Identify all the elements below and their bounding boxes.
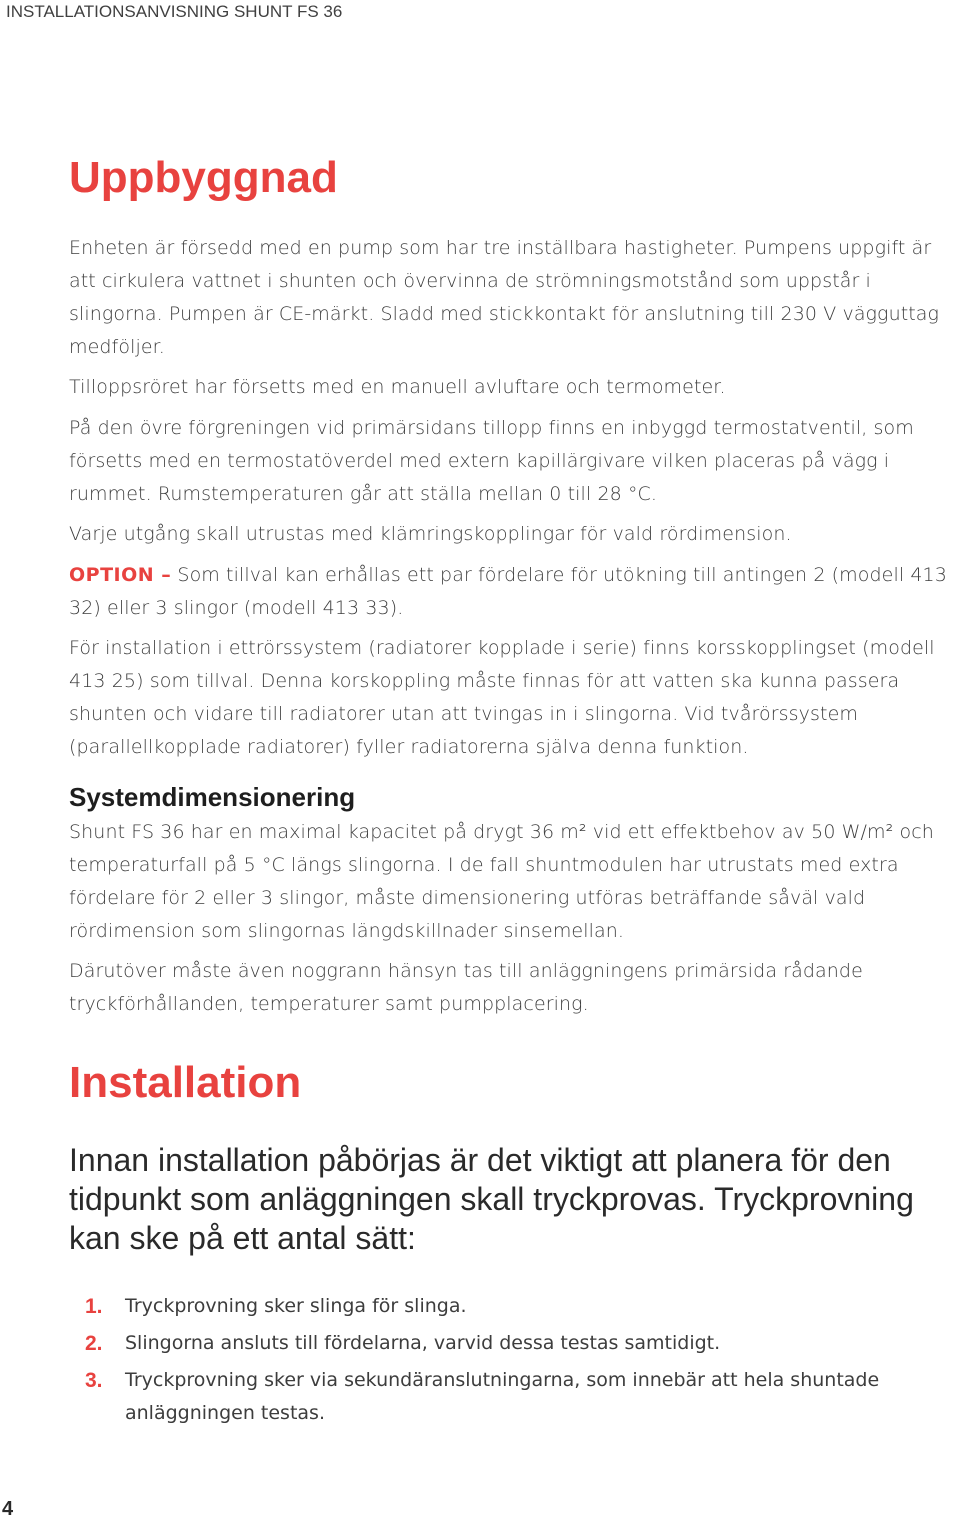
paragraph-option	[69, 559, 954, 625]
paragraph-tilloppsror: Tilloppsröret har försetts med en manuell avluftare och termometer.	[69, 376, 726, 398]
paragraph-pump: Enheten är försedd med en pump som har tre inställbara hastigheter. Pumpens uppgift är att cirkulera vattnet i shunten och övervinna de strömningsmotstånd som uppstår i slingorna. Pumpen är CE-märkt. Sladd med stickkontakt för anslutning till 230 V vägguttag medföljer.	[69, 237, 940, 358]
heading-installation: Installation	[69, 1058, 302, 1107]
paragraph-ettrorssystem: För installation i ettrörssystem (radiatorer kopplade i serie) finns korsskopplingset (modell 413 25) som tillval. Denna korskoppling måste finnas för att vatten ska kunna passera shunten och vidare till radiatorer utan att tvingas in i slingorna. Vid tvårörssystem (parallellkopplade radiatorer) fyller radiatorerna själva denna funktion.	[69, 637, 935, 758]
running-header: INSTALLATIONSANVISNING SHUNT FS 36	[6, 2, 343, 21]
list-item	[69, 1364, 949, 1430]
heading-systemdimensionering: Systemdimensionering	[69, 782, 356, 812]
step-number: 2.	[85, 1332, 103, 1355]
heading-uppbyggnad: Uppbyggnad	[69, 153, 338, 202]
step-number: 3.	[85, 1369, 103, 1392]
page-number: 4	[2, 1498, 14, 1520]
step-number: 1.	[85, 1295, 103, 1318]
step-text: Slingorna ansluts till fördelarna, varvid dessa testas samtidigt.	[125, 1332, 721, 1354]
tryckprovning-steps	[69, 1290, 949, 1434]
option-label: OPTION –	[69, 564, 172, 586]
step-text: Tryckprovning sker via sekundäranslutningarna, som innebär att hela shuntade anläggningen testas.	[125, 1369, 880, 1424]
list-item	[69, 1290, 949, 1323]
paragraph-kapacitet: Shunt FS 36 har en maximal kapacitet på drygt 36 m² vid ett effektbehov av 50 W/m² och temperaturfall på 5 °C längs slingorna. I de fall shuntmodulen har utrustats med extra fördelare för 2 eller 3 slingor, måste dimensionering utföras beträffande såväl vald rördimension som slingornas längdskillnader sinsemellan.	[69, 821, 934, 942]
paragraph-klamringskopplingar: Varje utgång skall utrustas med klämringskopplingar för vald rördimension.	[69, 523, 792, 545]
option-text: Som tillval kan erhållas ett par fördelare för utökning till antingen 2 (modell 413 32) eller 3 slingor (modell 413 33).	[69, 564, 947, 619]
step-text: Tryckprovning sker slinga för slinga.	[125, 1295, 467, 1317]
list-item	[69, 1327, 949, 1360]
paragraph-termostatventil: På den övre förgreningen vid primärsidans tillopp finns en inbyggd termostatventil, som försetts med en termostatöverdel med extern kapillärgivare vilken placeras på vägg i rummet. Rumstemperaturen går att ställa mellan 0 till 28 °C.	[69, 417, 914, 505]
installation-lead: Innan installation påbörjas är det viktigt att planera för den tidpunkt som anläggningen skall tryckprovas. Tryckprovning kan ske på ett antal sätt:	[69, 1142, 914, 1256]
paragraph-tryckforhallanden: Därutöver måste även noggrann hänsyn tas till anläggningens primärsida rådande tryckförhållanden, temperaturer samt pumpplacering.	[69, 960, 863, 1015]
